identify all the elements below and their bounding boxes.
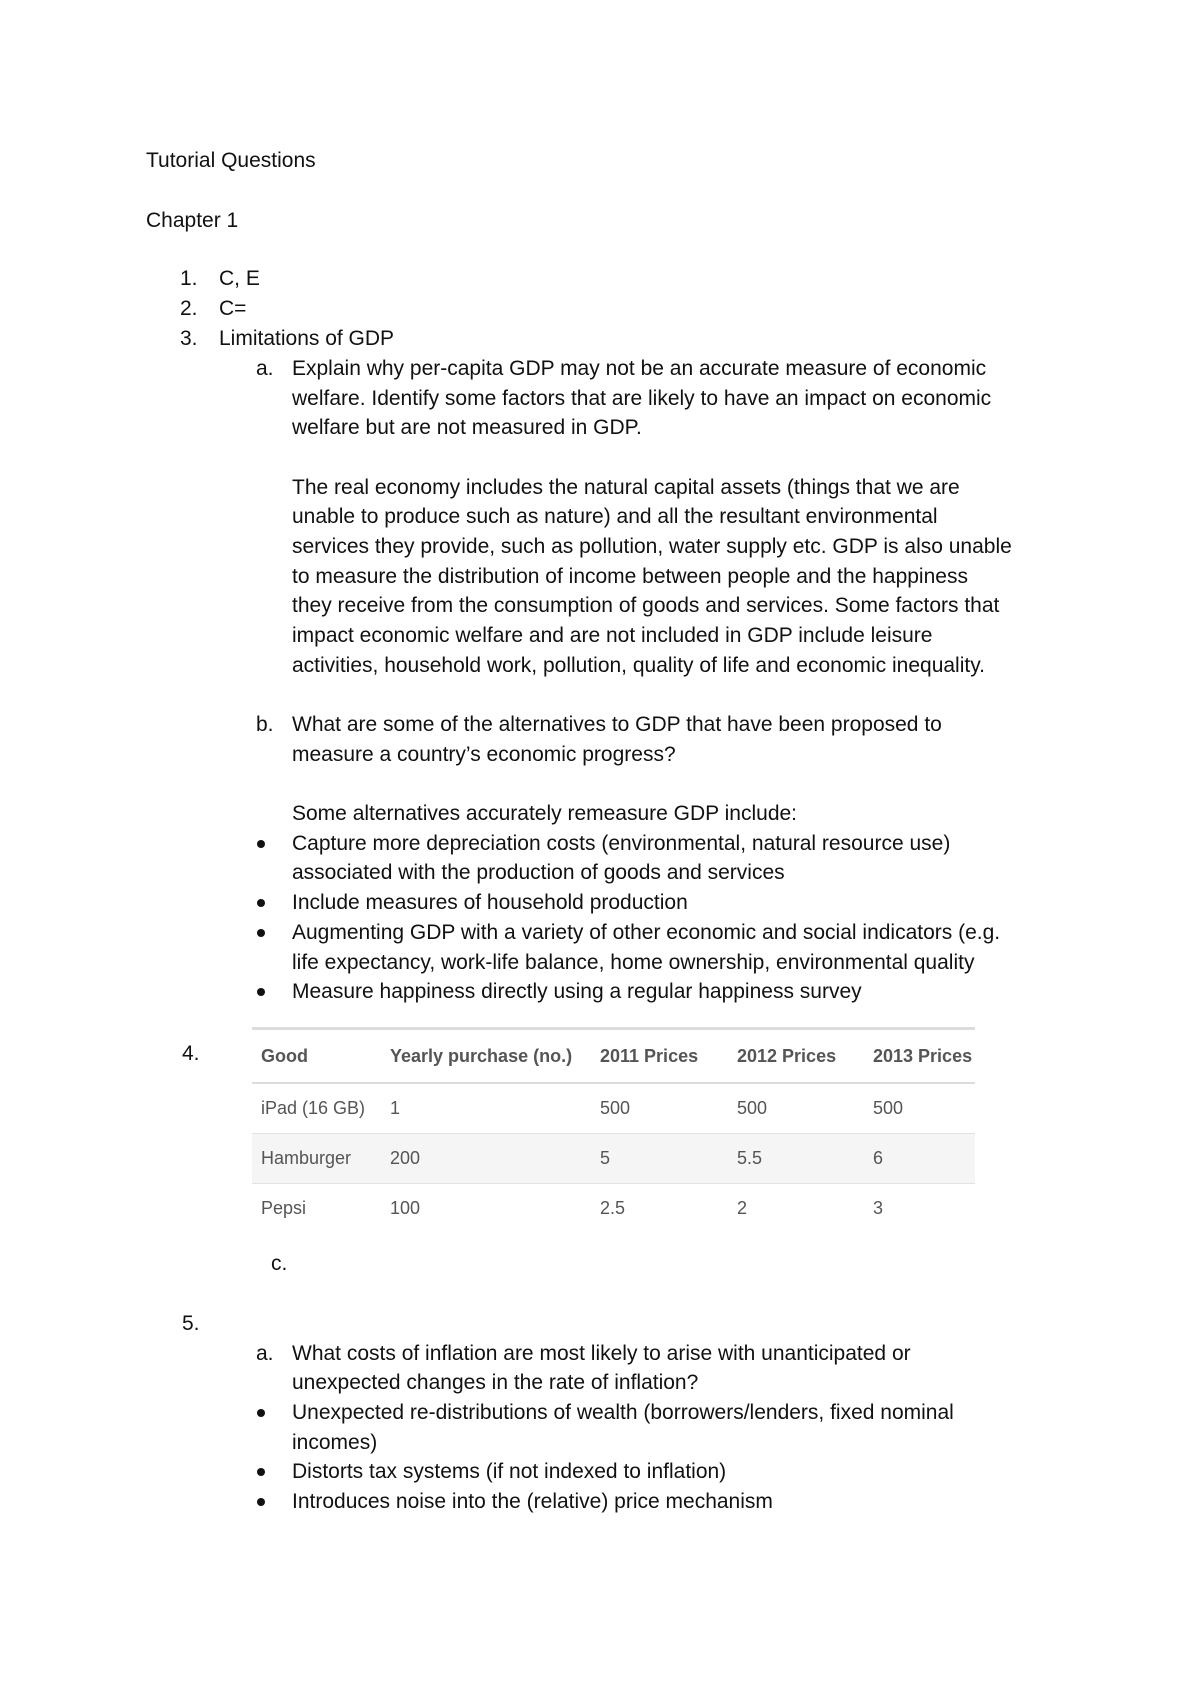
bullet-dot-icon: [257, 840, 265, 848]
table-row: [252, 1134, 975, 1184]
q3a-answer-line: services they provide, such as pollution, water supply etc. GDP is also unable: [292, 535, 1012, 558]
q5a-bullet-line: Unexpected re-distributions of wealth (borrowers/lenders, fixed nominal: [292, 1401, 954, 1424]
price-table: [252, 1027, 975, 1233]
q3a-answer-line: they receive from the consumption of goods and services. Some factors that: [292, 594, 1000, 617]
q3b-intro: Some alternatives accurately remeasure GDP include:: [292, 802, 798, 825]
q1-answer: C, E: [219, 267, 260, 290]
table-cell: 5.5: [728, 1134, 864, 1184]
q3a-question-line: welfare but are not measured in GDP.: [292, 416, 642, 439]
table-header-cell: 2011 Prices: [591, 1029, 728, 1084]
q3b-bullet-line: Capture more depreciation costs (environmental, natural resource use): [292, 832, 951, 855]
q2-answer: C=: [219, 297, 247, 320]
q3-number: 3.: [180, 327, 198, 350]
table-cell: 100: [390, 1198, 421, 1218]
chapter-heading: Chapter 1: [146, 209, 239, 232]
bullet-dot-icon: [257, 929, 265, 937]
table-cell: iPad (16 GB): [252, 1083, 381, 1134]
q3b-bullet-line: Include measures of household production: [292, 891, 688, 914]
q5a-bullet-line: Distorts tax systems (if not indexed to inflation): [292, 1460, 727, 1483]
q5a-question-line: What costs of inflation are most likely to arise with unanticipated or: [292, 1342, 911, 1365]
bullet-dot-icon: [257, 899, 265, 907]
table-cell: 2.5: [600, 1198, 626, 1218]
table-cell: 500: [591, 1083, 728, 1134]
table-cell: 200: [381, 1134, 591, 1184]
q3b-bullet-line: Measure happiness directly using a regular happiness survey: [292, 980, 862, 1003]
table-header-row: [252, 1029, 975, 1084]
table-row: [252, 1184, 975, 1234]
q3a-answer-line: activities, household work, pollution, quality of life and economic inequality.: [292, 654, 985, 677]
table-header-cell: 2013 Prices: [864, 1029, 975, 1084]
table-cell: Pepsi: [261, 1198, 307, 1218]
bullet-dot-icon: [257, 988, 265, 996]
q3a-answer-line: to measure the distribution of income between people and the happiness: [292, 565, 968, 588]
q4c-letter: c.: [271, 1252, 288, 1275]
table-cell: Hamburger: [252, 1134, 381, 1184]
q4-number: 4.: [182, 1042, 200, 1065]
q3b-question-line: What are some of the alternatives to GDP that have been proposed to: [292, 713, 942, 736]
q3a-question-line: welfare. Identify some factors that are likely to have an impact on economic: [292, 387, 992, 410]
table-cell: 500: [864, 1083, 975, 1134]
q1-number: 1.: [180, 267, 198, 290]
q3a-question-line: Explain why per-capita GDP may not be an accurate measure of economic: [292, 357, 987, 380]
q3b-letter: b.: [256, 713, 274, 736]
q3-heading: Limitations of GDP: [219, 327, 395, 350]
q3a-answer-line: unable to produce such as nature) and all the resultant environmental: [292, 505, 938, 528]
q3a-answer-line: impact economic welfare and are not included in GDP include leisure: [292, 624, 933, 647]
q5a-letter: a.: [256, 1342, 274, 1365]
table-header-cell: Good: [252, 1029, 381, 1084]
bullet-dot-icon: [257, 1409, 265, 1417]
q3b-bullet-line: Augmenting GDP with a variety of other economic and social indicators (e.g.: [292, 921, 1001, 944]
q5a-question-line: unexpected changes in the rate of inflation?: [292, 1371, 699, 1394]
q3a-answer-line: The real economy includes the natural capital assets (things that we are: [292, 476, 960, 499]
table-header-cell: 2012 Prices: [728, 1029, 864, 1084]
document-title: Tutorial Questions: [146, 149, 316, 172]
table-cell: 3: [873, 1198, 884, 1218]
table-row: [252, 1083, 975, 1134]
q3b-bullet-line: life expectancy, work-life balance, home ownership, environmental quality: [292, 951, 975, 974]
q3a-letter: a.: [256, 357, 274, 380]
table-cell: 500: [728, 1083, 864, 1134]
q5-number: 5.: [182, 1312, 200, 1335]
table-cell: 2: [737, 1198, 748, 1218]
q3b-question-line: measure a country’s economic progress?: [292, 743, 676, 766]
table-cell: 1: [381, 1083, 591, 1134]
q5a-bullet-line: incomes): [292, 1431, 378, 1454]
q5a-bullet-line: Introduces noise into the (relative) price mechanism: [292, 1490, 773, 1513]
table-cell: 5: [591, 1134, 728, 1184]
table-cell: 6: [864, 1134, 975, 1184]
bullet-dot-icon: [257, 1498, 265, 1506]
q3b-bullet-line: associated with the production of goods and services: [292, 861, 785, 884]
q2-number: 2.: [180, 297, 198, 320]
table-header-cell: Yearly purchase (no.): [381, 1029, 591, 1084]
bullet-dot-icon: [257, 1468, 265, 1476]
